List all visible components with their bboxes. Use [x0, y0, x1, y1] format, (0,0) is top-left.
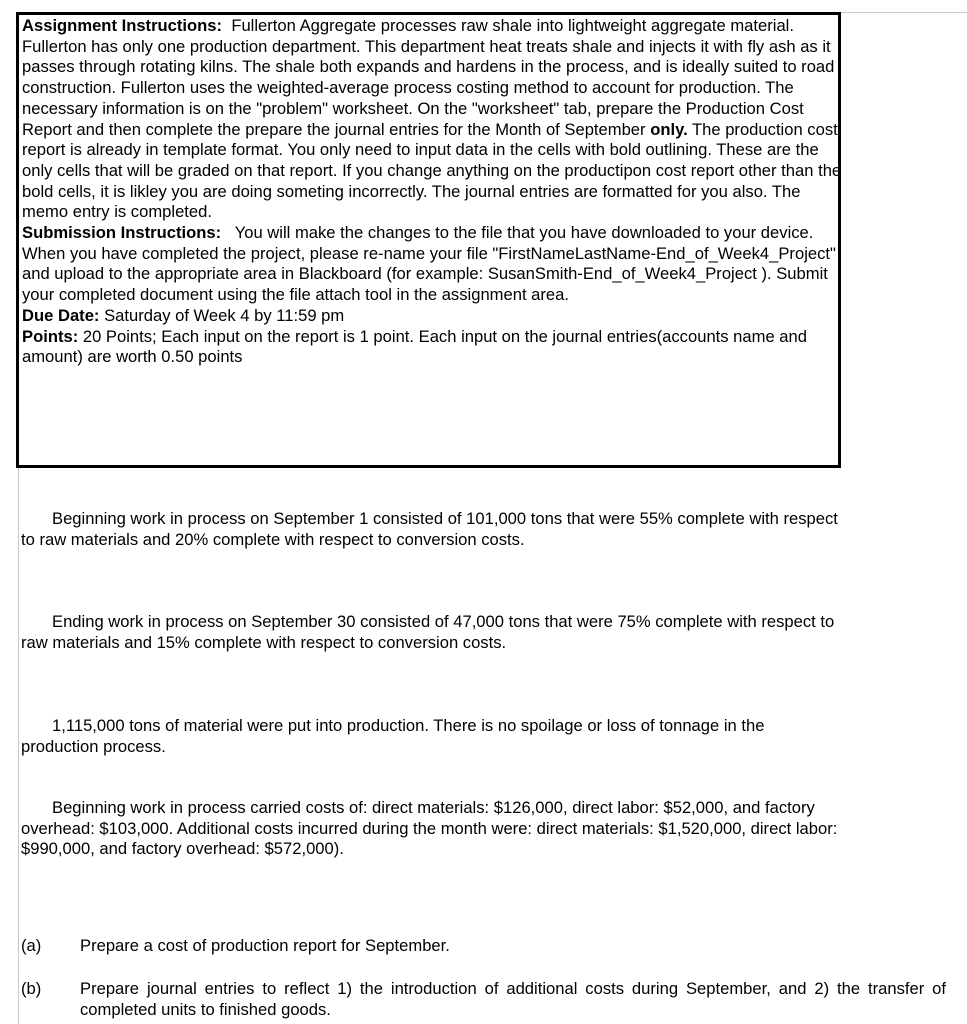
problem-paragraph-3 [21, 716, 841, 757]
problem-text-1: Beginning work in process on September 1 consisted of 101,000 tons that were 55% complete with respect to raw materials and 20% complete with respect to conversion costs. [21, 509, 838, 549]
assignment-instructions [22, 16, 842, 223]
submission-label: Submission Instructions: [22, 223, 222, 243]
task-a [21, 936, 946, 957]
points-label: Points: [22, 326, 79, 346]
problem-text-3: 1,115,000 tons of material were put into production. There is no spoilage or loss of tonnage in the production process. [21, 716, 765, 756]
sheet-border-left [18, 467, 19, 1024]
assignment-text-2: The production cost report is already in template format. You only need to input data in the cells with bold outlining. These are the only cells that will be graded on that report. If you change anything on the productipon cost report other than the bold cells, it is likley you are doing someting incorrectly. The journal entries are formatted for you also. The memo entry is completed. [22, 119, 842, 222]
instructions-box [16, 12, 841, 468]
problem-text-4: Beginning work in process carried costs of: direct materials: $126,000, direct labor: $52,000, and factory overhead: $103,000. Additional costs incurred during the month were: direct materials: $1,520,000, direct labor: $990,000, and factory overhead: $572,000). [21, 798, 838, 859]
problem-paragraph-2 [21, 612, 841, 653]
due-date [22, 306, 842, 327]
instructions-text [22, 16, 842, 368]
assignment-label: Assignment Instructions: [22, 16, 223, 35]
submission-text: You will make the changes to the file that you have downloaded to your device. When you have completed the project, please re-name your file "FirstNameLastName-End_of_Week4_Project" and upload to the appropriate area in Blackboard (for example: SusanSmith-End_of_Week4_Project ). Submit your completed document using the file attach tool in the assignment area. [22, 223, 836, 305]
task-b [21, 979, 946, 1020]
problem-paragraph-4 [21, 798, 841, 860]
task-label: (a) [21, 936, 42, 955]
task-text: Prepare a cost of production report for September. [80, 936, 450, 955]
sheet-border-top [840, 12, 967, 13]
assignment-text-1: Fullerton Aggregate processes raw shale into lightweight aggregate material. Fullerton has only one production department. This department heat treats shale and injects it with fly ash as it passes through rotating kilns. The shale both expands and hardens in the process, and is ideally suited to road construction. Fullerton uses the weighted-average process costing method to account for production. The necessary information is on the "problem" worksheet. On the "worksheet" tab, prepare the Production Cost Report and then complete the prepare the journal entries for the Month of September [22, 16, 835, 139]
due-label: Due Date: [22, 305, 100, 325]
task-label: (b) [21, 979, 42, 998]
problem-paragraph-1 [21, 509, 841, 550]
problem-text-2: Ending work in process on September 30 consisted of 47,000 tons that were 75% complete with respect to raw materials and 15% complete with respect to conversion costs. [21, 612, 835, 652]
points-text: 20 Points; Each input on the report is 1 point. Each input on the journal entries(accounts name and amount) are worth 0.50 points [22, 326, 807, 367]
submission-instructions [22, 223, 842, 306]
due-text: Saturday of Week 4 by 11:59 pm [104, 305, 345, 325]
points [22, 327, 842, 368]
assignment-bold: only. [650, 119, 688, 139]
task-text: Prepare journal entries to reflect 1) the introduction of additional costs during September, and 2) the transfer of completed units to finished goods. [80, 979, 946, 1019]
